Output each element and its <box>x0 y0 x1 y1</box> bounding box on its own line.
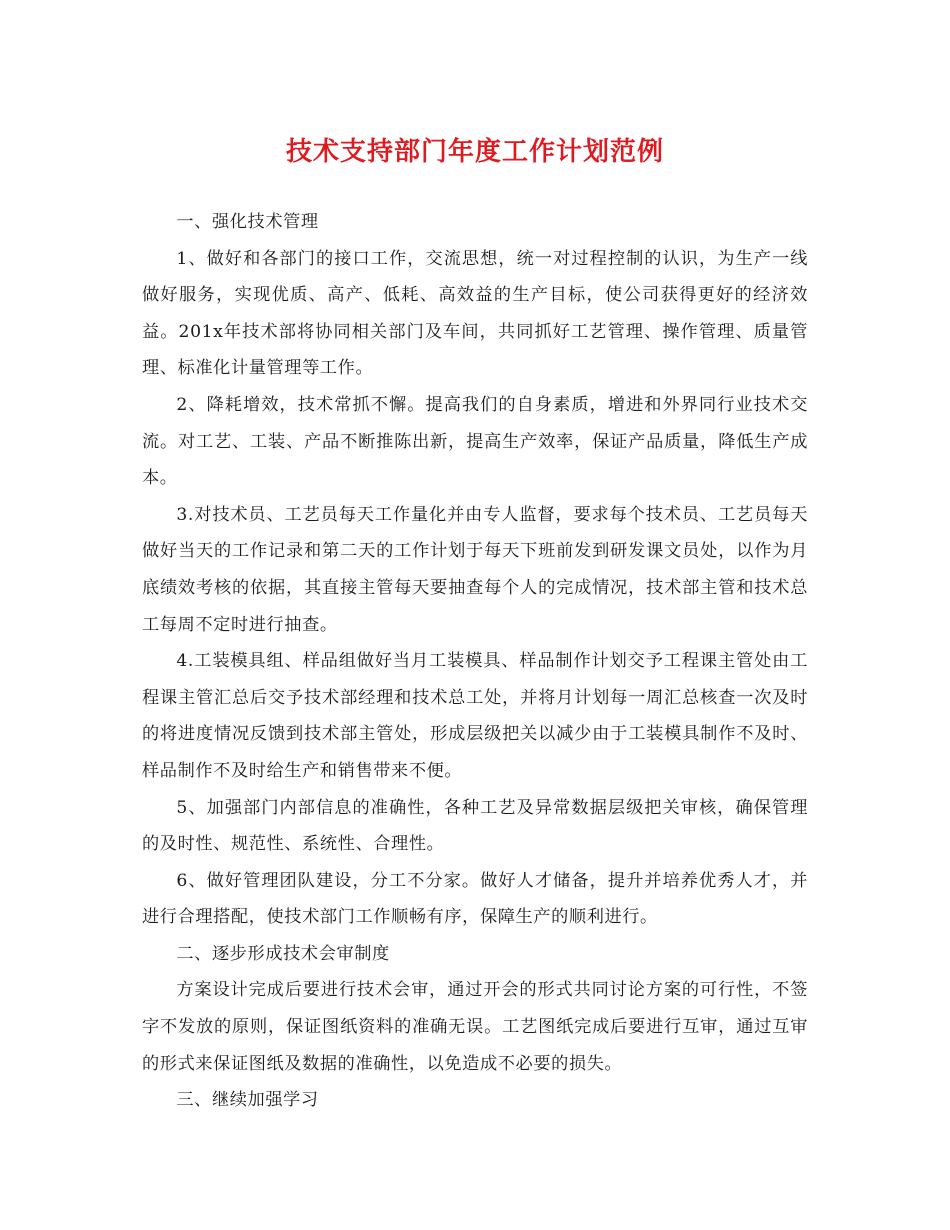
paragraph-item-1: 1、做好和各部门的接口工作，交流思想，统一对过程控制的认识，为生产一线做好服务，实现优质、高产、低耗、高效益的生产目标，使公司获得更好的经济效益。201x年技术部将协同相关部门及车间，共同抓好工艺管理、操作管理、质量管理、标准化计量管理等工作。 <box>142 248 808 379</box>
paragraph-item-5: 5、加强部门内部信息的准确性，各种工艺及异常数据层级把关审核，确保管理的及时性、规范性、系统性、合理性。 <box>142 797 808 855</box>
paragraph-item-4: 4.工装模具组、样品组做好当月工装模具、样品制作计划交予工程课主管处由工程课主管汇总后交予技术部经理和技术总工处，并将月计划每一周汇总核查一次及时的将进度情况反馈到技术部主管处，形成层级把关以减少由于工装模具制作不及时、样品制作不及时给生产和销售带来不便。 <box>142 651 808 781</box>
section-heading-3: 三、继续加强学习 <box>176 1090 319 1111</box>
section-heading-1: 一、强化技术管理 <box>176 212 319 232</box>
paragraph-item-2: 2、降耗增效，技术常抓不懈。提高我们的自身素质，增进和外界同行业技术交流。对工艺、工装、产品不断推陈出新，提高生产效率，保证产品质量，降低生产成本。 <box>142 394 808 489</box>
document-title: 技术支持部门年度工作计划范例 <box>285 137 664 167</box>
paragraph-item-6: 6、做好管理团队建设，分工不分家。做好人才储备，提升并培养优秀人才，并进行合理搭配，使技术部门工作顺畅有序，保障生产的顺利进行。 <box>142 870 808 928</box>
paragraph-item-3: 3.对技术员、工艺员每天工作量化并由专人监督，要求每个技术员、工艺员每天做好当天的工作记录和第二天的工作计划于每天下班前发到研发课文员处，以作为月底绩效考核的依据，其直接主管每天要抽查每个人的完成情况，技术部主管和技术总工每周不定时进行抽查。 <box>142 504 808 635</box>
document-body <box>142 204 808 1119</box>
paragraph-review: 方案设计完成后要进行技术会审，通过开会的形式共同讨论方案的可行性，不签字不发放的原则，保证图纸资料的准确无误。工艺图纸完成后要进行互审，通过互审的形式来保证图纸及数据的准确性，以免造成不必要的损失。 <box>142 980 808 1074</box>
section-heading-2: 二、逐步形成技术会审制度 <box>176 943 390 964</box>
